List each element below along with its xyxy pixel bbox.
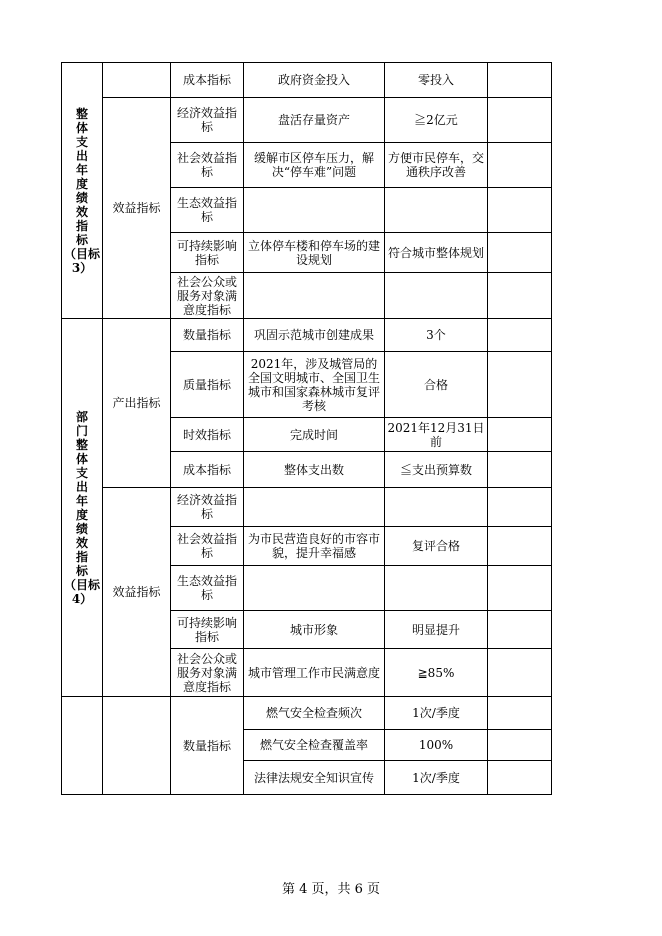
level2-cell: 成本指标	[171, 452, 244, 488]
empty-cell	[488, 452, 552, 488]
level2-cell: 社会公众或服务对象满意度指标	[171, 273, 244, 319]
target-value-cell: ≧2亿元	[385, 98, 488, 143]
level2-cell: 社会效益指标	[171, 527, 244, 566]
level1-cell: 效益指标	[103, 98, 171, 319]
level3-cell: 政府资金投入	[244, 63, 385, 98]
level2-cell: 社会公众或服务对象满意度指标	[171, 649, 244, 697]
level2-cell: 质量指标	[171, 352, 244, 418]
level3-cell: 燃气安全检查覆盖率	[244, 730, 385, 761]
target-value-cell	[385, 566, 488, 611]
level2-cell: 社会效益指标	[171, 143, 244, 188]
table-row	[62, 488, 552, 527]
target-value-cell: 1次/季度	[385, 697, 488, 730]
target-value-cell: ≧85%	[385, 649, 488, 697]
table-row	[62, 63, 552, 98]
empty-cell	[488, 527, 552, 566]
level1-cell: 产出指标	[103, 319, 171, 488]
level1-cell: 效益指标	[103, 488, 171, 697]
level2-cell: 生态效益指标	[171, 566, 244, 611]
table-row	[62, 319, 552, 352]
level2-cell: 可持续影响指标	[171, 233, 244, 273]
level3-cell: 完成时间	[244, 418, 385, 452]
target-value-cell: 2021年12月31日前	[385, 418, 488, 452]
target-value-cell: 方便市民停车，交通秩序改善	[385, 143, 488, 188]
goal4-label: 部 门 整 体 支 出 年 度 绩 效 指 标 （目标 4）	[62, 319, 103, 697]
level2-cell: 经济效益指标	[171, 488, 244, 527]
level3-cell: 城市形象	[244, 611, 385, 649]
level2-cell: 时效指标	[171, 418, 244, 452]
level3-cell: 巩固示范城市创建成果	[244, 319, 385, 352]
target-value-cell: 100%	[385, 730, 488, 761]
target-value-cell: 复评合格	[385, 527, 488, 566]
target-value-cell: 1次/季度	[385, 761, 488, 795]
page-footer: 第 4 页，共 6 页	[281, 882, 381, 897]
level2-cell: 数量指标	[171, 697, 244, 795]
table-row	[62, 697, 552, 730]
level3-cell: 为市民营造良好的市容市貌，提升幸福感	[244, 527, 385, 566]
target-value-cell: 零投入	[385, 63, 488, 98]
level1-cell	[103, 697, 171, 795]
empty-cell	[488, 233, 552, 273]
level3-cell: 城市管理工作市民满意度	[244, 649, 385, 697]
empty-cell	[488, 566, 552, 611]
empty-cell	[488, 188, 552, 233]
level2-cell: 生态效益指标	[171, 188, 244, 233]
target-value-cell: 合格	[385, 352, 488, 418]
target-value-cell	[385, 273, 488, 319]
level3-cell: 盘活存量资产	[244, 98, 385, 143]
target-value-cell: 符合城市整体规划	[385, 233, 488, 273]
empty-cell	[488, 697, 552, 730]
empty-cell	[488, 649, 552, 697]
empty-cell	[488, 488, 552, 527]
target-value-cell	[385, 488, 488, 527]
level3-cell: 立体停车楼和停车场的建设规划	[244, 233, 385, 273]
empty-cell	[488, 352, 552, 418]
empty-cell	[488, 273, 552, 319]
target-value-cell: 3个	[385, 319, 488, 352]
level3-cell	[244, 273, 385, 319]
level3-cell: 缓解市区停车压力，解决“停车难”问题	[244, 143, 385, 188]
level2-cell: 成本指标	[171, 63, 244, 98]
empty-cell	[488, 98, 552, 143]
target-value-cell	[385, 188, 488, 233]
level3-cell: 2021年，涉及城管局的全国文明城市、全国卫生城市和国家森林城市复评考核	[244, 352, 385, 418]
empty-cell	[488, 63, 552, 98]
empty-cell	[488, 761, 552, 795]
empty-cell	[488, 143, 552, 188]
level1-cell	[103, 63, 171, 98]
level2-cell: 经济效益指标	[171, 98, 244, 143]
table-row	[62, 98, 552, 143]
level3-cell: 燃气安全检查频次	[244, 697, 385, 730]
performance-indicator-table	[61, 62, 552, 795]
goal3-label: 整 体 支 出 年 度 绩 效 指 标 （目标 3）	[62, 63, 103, 319]
goal5-label	[62, 697, 103, 795]
target-value-cell: ≦支出预算数	[385, 452, 488, 488]
level2-cell: 数量指标	[171, 319, 244, 352]
level3-cell	[244, 488, 385, 527]
empty-cell	[488, 418, 552, 452]
target-value-cell: 明显提升	[385, 611, 488, 649]
level2-cell: 可持续影响指标	[171, 611, 244, 649]
level3-cell: 整体支出数	[244, 452, 385, 488]
level3-cell	[244, 566, 385, 611]
empty-cell	[488, 319, 552, 352]
level3-cell: 法律法规安全知识宣传	[244, 761, 385, 795]
empty-cell	[488, 730, 552, 761]
level3-cell	[244, 188, 385, 233]
empty-cell	[488, 611, 552, 649]
